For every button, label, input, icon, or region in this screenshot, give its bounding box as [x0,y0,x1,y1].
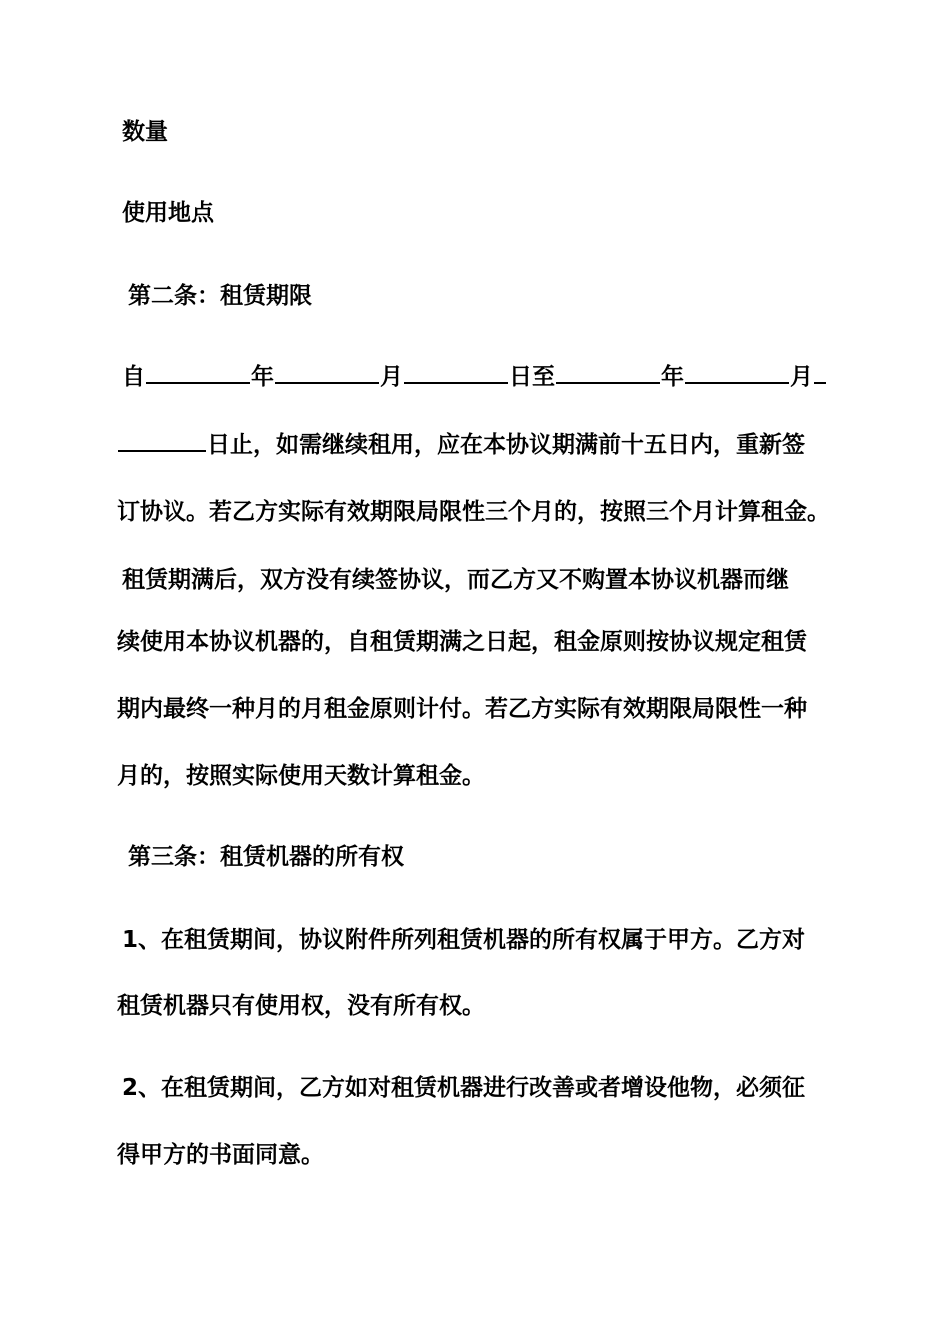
line-para-3: 租赁期满后，双方没有续签协议，而乙方又不购置本协议机器而继 [122,567,789,593]
line-clause-2a: 2、在租赁期间，乙方如对租赁机器进行改善或者增设他物，必须征 [122,1075,806,1101]
date-from-label: 自 [122,364,145,390]
article-2-heading: 第二条：租赁期限 [128,283,312,309]
date-year-label: 年 [251,364,274,390]
blank-start-year[interactable] [146,382,250,384]
line-para-5: 期内最终一种月的月租金原则计付。若乙方实际有效期限局限性一种 [117,696,807,722]
blank-end-day[interactable] [118,450,206,452]
blank-start-day[interactable] [404,382,508,384]
line-para-6: 月的，按照实际使用天数计算租金。 [117,763,485,789]
line-clause-1a: 1、在租赁期间，协议附件所列租赁机器的所有权属于甲方。乙方对 [122,927,806,953]
line-quantity: 数量 [122,119,168,145]
line-clause-1b: 租赁机器只有使用权，没有所有权。 [117,993,485,1019]
blank-end-month[interactable] [685,382,789,384]
date-month-label: 月 [380,364,403,390]
article-3-heading: 第三条：租赁机器的所有权 [128,844,404,870]
date-range-line [122,362,827,392]
date-year2-label: 年 [661,364,684,390]
date-month2-label: 月 [790,364,813,390]
line-para-1 [117,430,805,460]
blank-start-month[interactable] [275,382,379,384]
line-usage-location: 使用地点 [122,200,214,226]
line-para-2: 订协议。若乙方实际有效期限局限性三个月的，按照三个月计算租金。 [117,499,830,525]
para-1-text: 日止，如需继续租用，应在本协议期满前十五日内，重新签 [207,432,805,458]
line-clause-2b: 得甲方的书面同意。 [117,1142,324,1168]
date-to-label: 日至 [509,364,555,390]
blank-end-day-start[interactable] [814,382,826,384]
blank-end-year[interactable] [556,382,660,384]
line-para-4: 续使用本协议机器的，自租赁期满之日起，租金原则按协议规定租赁 [117,629,807,655]
